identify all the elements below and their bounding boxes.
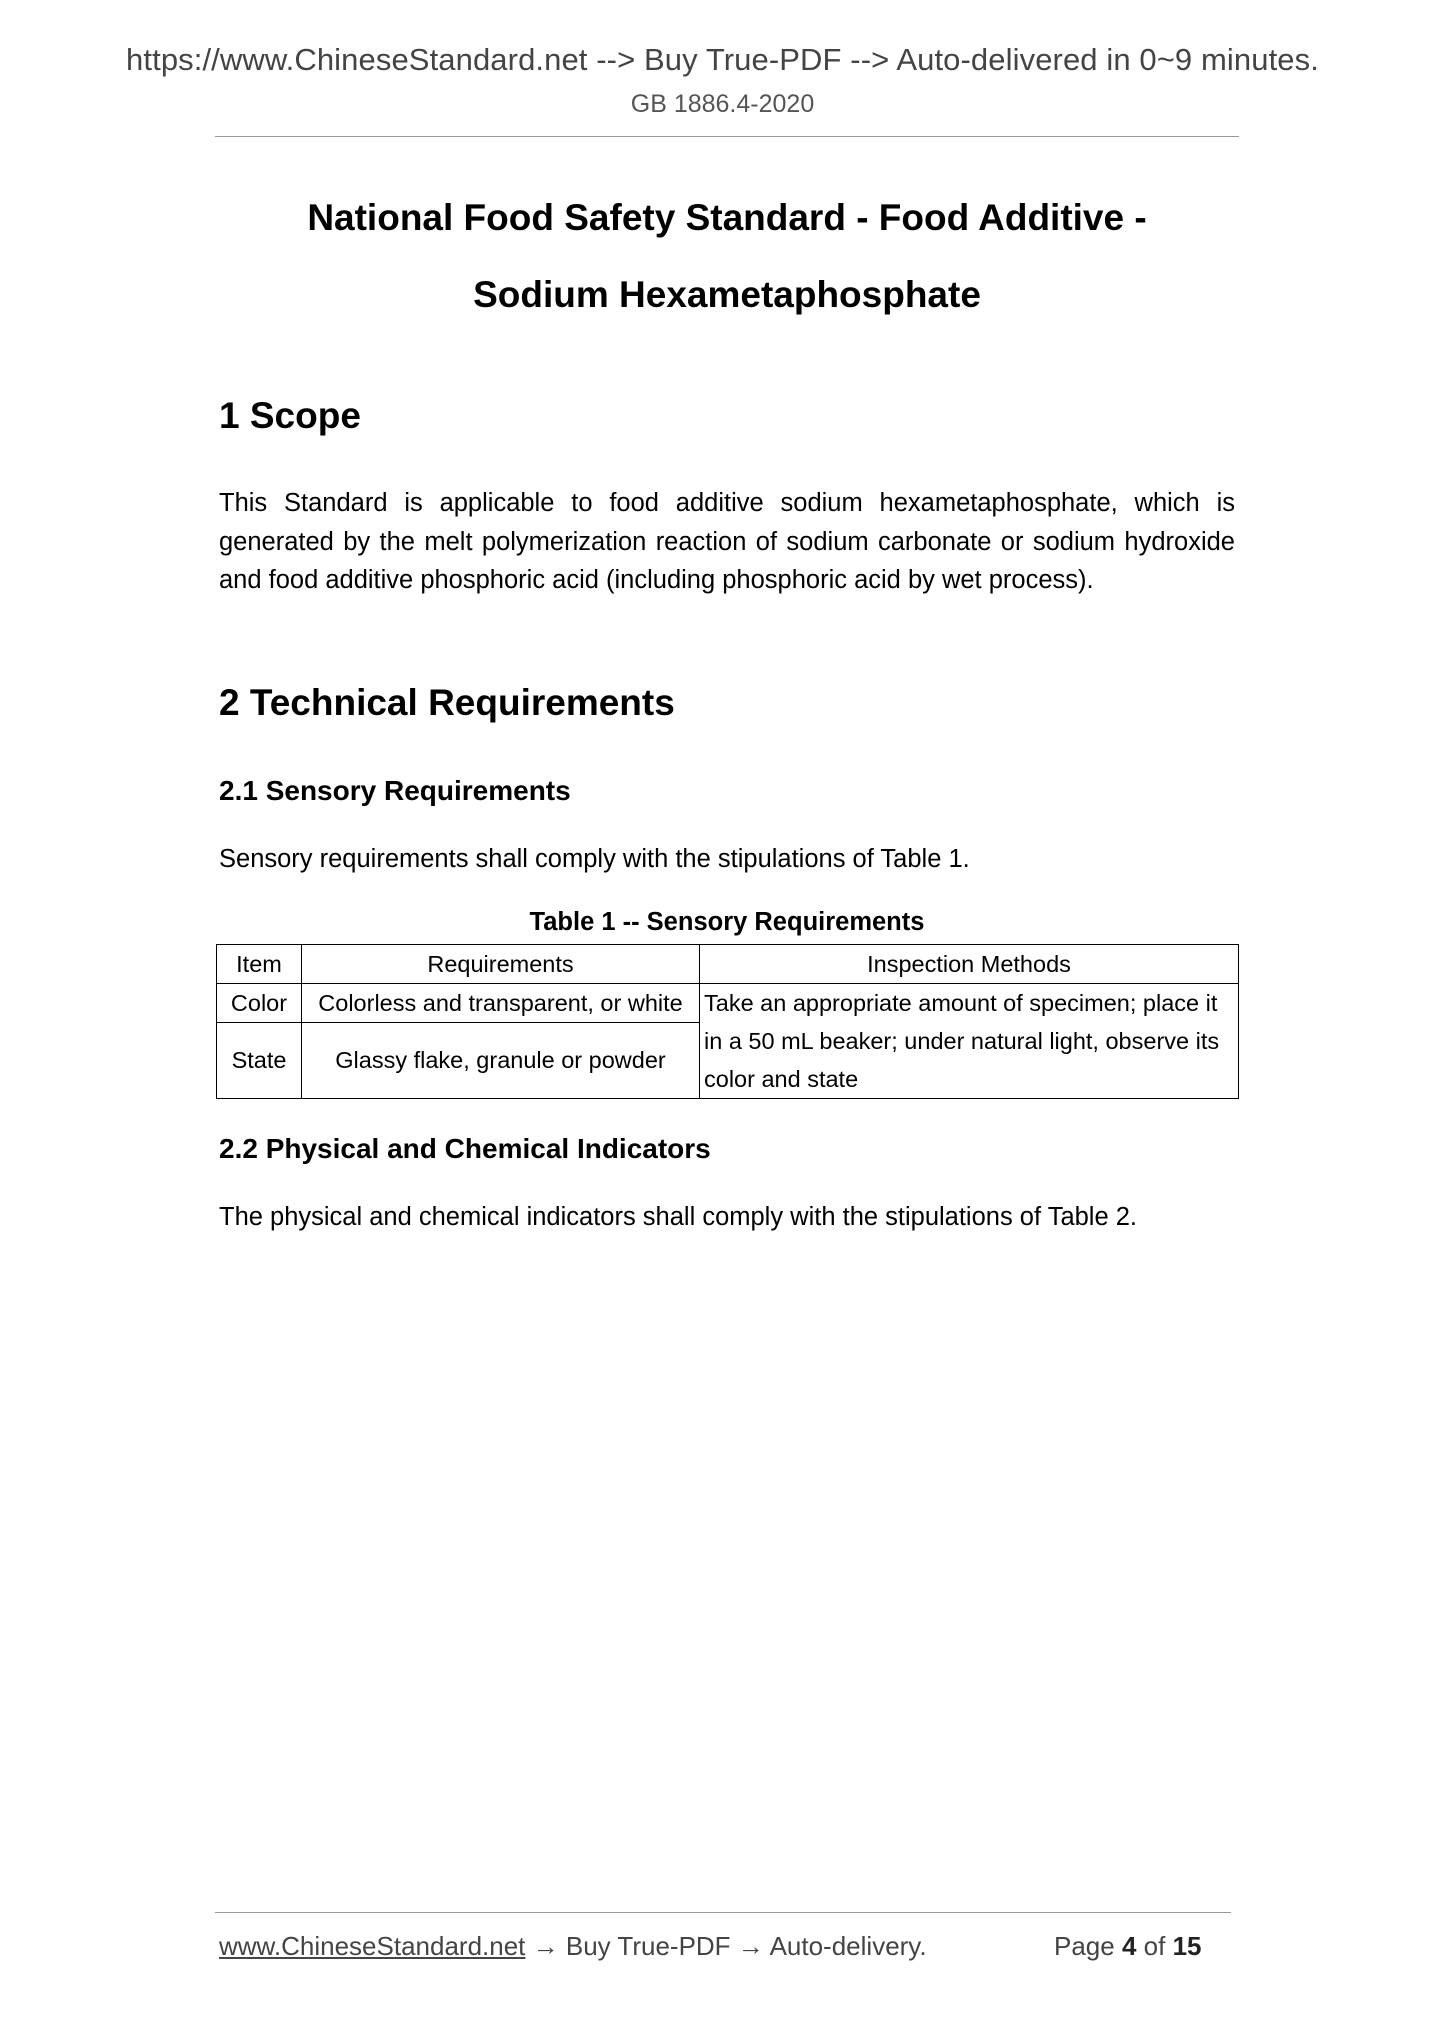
cell-requirement: Colorless and transparent, or white bbox=[302, 984, 700, 1023]
footer-website-link[interactable]: www.ChineseStandard.net bbox=[219, 1931, 526, 1961]
physical-chemical-paragraph: The physical and chemical indicators shall comply with the stipulations of Table 2. bbox=[219, 1203, 1137, 1231]
header-banner: https://www.ChineseStandard.net --> Buy True-PDF --> Auto-delivered in 0~9 minutes. bbox=[126, 42, 1319, 77]
page-indicator bbox=[1054, 1931, 1202, 1962]
cell-item: Color bbox=[217, 984, 302, 1023]
page-number: 4 bbox=[1121, 1931, 1137, 1961]
footer-tagline: → Buy True-PDF → Auto-delivery. bbox=[525, 1931, 927, 1961]
table-header-row bbox=[217, 945, 1239, 984]
document-title-line-2: Sodium Hexametaphosphate bbox=[473, 274, 981, 315]
footer-divider bbox=[215, 1912, 1231, 1913]
table-1-caption: Table 1 -- Sensory Requirements bbox=[529, 908, 925, 936]
section-heading-technical-requirements: 2 Technical Requirements bbox=[219, 682, 675, 723]
scope-paragraph: This Standard is applicable to food additive sodium hexametaphosphate, which is generated by the melt polymerization reaction of sodium carbonate or sodium hydroxide and food additive phosphoric acid (including phosphoric acid by wet process). bbox=[219, 489, 1235, 594]
subsection-heading-physical-chemical: 2.2 Physical and Chemical Indicators bbox=[219, 1133, 711, 1164]
sensory-requirements-table bbox=[216, 944, 1239, 1099]
total-pages: 15 bbox=[1172, 1931, 1202, 1961]
footer-left bbox=[219, 1931, 927, 1962]
document-title-line-1: National Food Safety Standard - Food Additive - bbox=[307, 197, 1147, 238]
cell-inspection-method: Take an appropriate amount of specimen; place it in a 50 mL beaker; under natural light, observe its color and state bbox=[700, 984, 1239, 1099]
header-divider bbox=[215, 136, 1239, 137]
column-header-requirements: Requirements bbox=[302, 945, 700, 984]
column-header-inspection-methods: Inspection Methods bbox=[700, 945, 1239, 984]
standard-code: GB 1886.4-2020 bbox=[630, 90, 815, 118]
table-row bbox=[217, 984, 1239, 1023]
cell-item: State bbox=[217, 1023, 302, 1099]
section-heading-scope: 1 Scope bbox=[219, 395, 361, 436]
subsection-heading-sensory: 2.1 Sensory Requirements bbox=[219, 775, 571, 806]
page-label: Page bbox=[1054, 1931, 1115, 1961]
cell-requirement: Glassy flake, granule or powder bbox=[302, 1023, 700, 1099]
of-label: of bbox=[1143, 1931, 1166, 1961]
column-header-item: Item bbox=[217, 945, 302, 984]
sensory-paragraph: Sensory requirements shall comply with the stipulations of Table 1. bbox=[219, 845, 970, 873]
